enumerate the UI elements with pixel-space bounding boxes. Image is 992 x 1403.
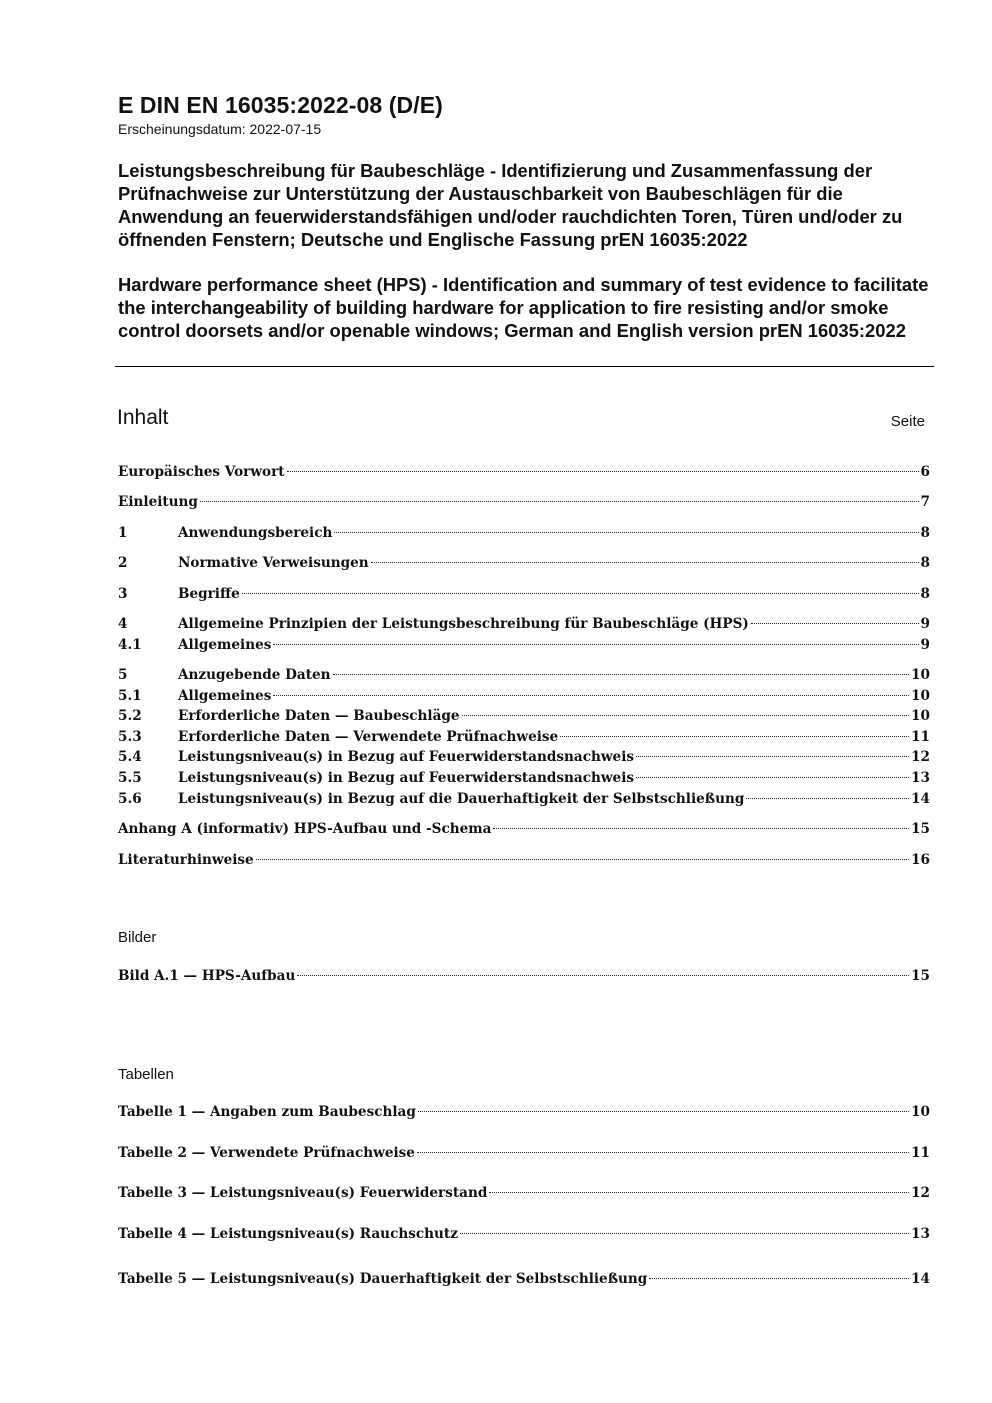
- figures-heading: Bilder: [118, 929, 157, 946]
- toc-entry-text: Leistungsniveau(s) in Bezug auf Feuerwiderstandsnachweis: [178, 770, 635, 786]
- dot-leader: [462, 715, 910, 716]
- toc-entry-text: Anzugebende Daten: [178, 667, 331, 683]
- table-entry[interactable]: [118, 1104, 930, 1124]
- toc-entry-page: 8: [920, 525, 930, 541]
- toc-entry-page: 9: [920, 616, 930, 632]
- toc-entry-text: Allgemeines: [178, 688, 272, 704]
- toc-entry-number: 5.4: [118, 749, 142, 765]
- toc-entry[interactable]: [118, 586, 930, 606]
- toc-entry-number: 5.6: [118, 791, 142, 807]
- publication-date: Erscheinungsdatum: 2022-07-15: [118, 121, 322, 137]
- title-english: Hardware performance sheet (HPS) - Identification and summary of test evidence to facilitate the interchangeability of building hardware for application to fire resisting and/or smoke control doorsets and/or openable windows; German and English version prEN 16035:2022: [118, 274, 929, 341]
- dot-leader: [200, 501, 919, 502]
- toc-entry-text: Allgemeines: [178, 637, 272, 653]
- dot-leader: [273, 695, 909, 696]
- toc-entry-page: 14: [911, 791, 930, 807]
- toc-entry-number: 3: [118, 586, 128, 602]
- toc-entry[interactable]: [118, 852, 930, 872]
- toc-entry[interactable]: [118, 708, 930, 728]
- toc-entry-number: 2: [118, 555, 128, 571]
- dot-leader: [371, 562, 919, 563]
- dot-leader: [493, 828, 909, 829]
- toc-entry-page: 8: [920, 555, 930, 571]
- header-divider: [115, 366, 934, 367]
- toc-entry-number: 5: [118, 667, 128, 683]
- tables-heading: Tabellen: [118, 1066, 174, 1083]
- toc-entry[interactable]: [118, 729, 930, 749]
- toc-entry[interactable]: [118, 464, 930, 484]
- table-entry[interactable]: [118, 1226, 930, 1246]
- toc-entry-text: Leistungsniveau(s) in Bezug auf Feuerwiderstandsnachweis: [178, 749, 635, 765]
- toc-entry[interactable]: [118, 667, 930, 687]
- toc-entry-text: Normative Verweisungen: [178, 555, 369, 571]
- toc-entry[interactable]: [118, 555, 930, 575]
- dot-leader: [489, 1192, 909, 1193]
- toc-entry-page: 10: [911, 688, 930, 704]
- table-entry-text: Tabelle 1 — Angaben zum Baubeschlag: [118, 1104, 416, 1120]
- document-id: E DIN EN 16035:2022-08 (D/E): [118, 92, 443, 118]
- toc-entry-page: 7: [920, 494, 930, 510]
- dot-leader: [560, 736, 909, 737]
- toc-entry-number: 5.5: [118, 770, 142, 786]
- toc-entry[interactable]: [118, 616, 930, 636]
- dot-leader: [636, 756, 909, 757]
- toc-entry[interactable]: [118, 770, 930, 790]
- dot-leader: [746, 798, 909, 799]
- toc-entry-text: Anwendungsbereich: [178, 525, 333, 541]
- toc-entry-page: 8: [920, 586, 930, 602]
- dot-leader: [334, 532, 918, 533]
- toc-entry-page: 15: [911, 821, 930, 837]
- title-german: Leistungsbeschreibung für Baubeschläge - Identifizierung und Zusammenfassung der Prüfnachweise zur Unterstützung der Austauschbarkeit von Baubeschlägen für die Anwendung an feuerwiderstandsfähigen und/oder rauchdichten Toren, Türen und/oder zu öffnenden Fenstern; Deutsche und Englische Fassung prEN 16035:2022: [118, 160, 903, 250]
- table-entry[interactable]: [118, 1185, 930, 1205]
- toc-entry-page: 13: [911, 770, 930, 786]
- dot-leader: [418, 1111, 909, 1112]
- dot-leader: [333, 674, 910, 675]
- toc-entry-text: Leistungsniveau(s) in Bezug auf die Dauerhaftigkeit der Selbstschließung: [178, 791, 745, 807]
- table-entry[interactable]: [118, 1271, 930, 1291]
- toc-entry-page: 9: [920, 637, 930, 653]
- dot-leader: [287, 471, 919, 472]
- toc-entry[interactable]: [118, 821, 930, 841]
- table-entry-page: 10: [911, 1104, 930, 1120]
- dot-leader: [242, 593, 919, 594]
- figure-entry-page: 15: [911, 968, 930, 984]
- table-entry-page: 13: [911, 1226, 930, 1242]
- toc-entry-number: 4: [118, 616, 128, 632]
- toc-entry-text: Begriffe: [178, 586, 240, 602]
- toc-entry[interactable]: [118, 525, 930, 545]
- toc-entry-number: 5.2: [118, 708, 142, 724]
- dot-leader: [297, 975, 909, 976]
- toc-entry-text: Einleitung: [118, 494, 198, 510]
- toc-entry-page: 12: [911, 749, 930, 765]
- toc-entry-page: 10: [911, 708, 930, 724]
- toc-entry[interactable]: [118, 494, 930, 514]
- toc-entry-page: 11: [911, 729, 930, 745]
- toc-entry-number: 5.3: [118, 729, 142, 745]
- toc-entry-number: 5.1: [118, 688, 142, 704]
- figure-entry-text: Bild A.1 — HPS-Aufbau: [118, 968, 296, 984]
- toc-entry-text: Europäisches Vorwort: [118, 464, 285, 480]
- toc-entry[interactable]: [118, 749, 930, 769]
- toc-entry-text: Erforderliche Daten — Baubeschläge: [178, 708, 460, 724]
- toc-entry-text: Literaturhinweise: [118, 852, 254, 868]
- figure-entry[interactable]: [118, 968, 930, 988]
- dot-leader: [649, 1278, 909, 1279]
- table-entry[interactable]: [118, 1145, 930, 1165]
- dot-leader: [256, 859, 909, 860]
- dot-leader: [417, 1152, 909, 1153]
- toc-entry-page: 10: [911, 667, 930, 683]
- toc-entry-text: Anhang A (informativ) HPS-Aufbau und -Schema: [118, 821, 492, 837]
- table-entry-page: 14: [911, 1271, 930, 1287]
- toc-entry-number: 1: [118, 525, 128, 541]
- toc-entry[interactable]: [118, 637, 930, 657]
- toc-entry-page: 6: [920, 464, 930, 480]
- toc-entry[interactable]: [118, 688, 930, 708]
- toc-entry[interactable]: [118, 791, 930, 811]
- table-entry-text: Tabelle 3 — Leistungsniveau(s) Feuerwiderstand: [118, 1185, 488, 1201]
- table-entry-page: 12: [911, 1185, 930, 1201]
- toc-entry-number: 4.1: [118, 637, 142, 653]
- table-entry-text: Tabelle 2 — Verwendete Prüfnachweise: [118, 1145, 415, 1161]
- dot-leader: [273, 644, 918, 645]
- toc-entry-text: Erforderliche Daten — Verwendete Prüfnachweise: [178, 729, 559, 745]
- contents-heading: Inhalt: [117, 406, 169, 429]
- table-entry-text: Tabelle 5 — Leistungsniveau(s) Dauerhaftigkeit der Selbstschließung: [118, 1271, 648, 1287]
- page-column-heading: Seite: [890, 413, 925, 430]
- toc-entry-page: 16: [911, 852, 930, 868]
- dot-leader: [460, 1233, 909, 1234]
- table-entry-text: Tabelle 4 — Leistungsniveau(s) Rauchschutz: [118, 1226, 458, 1242]
- toc-entry-text: Allgemeine Prinzipien der Leistungsbeschreibung für Baubeschläge (HPS): [178, 616, 749, 632]
- dot-leader: [751, 623, 919, 624]
- dot-leader: [636, 777, 909, 778]
- table-entry-page: 11: [911, 1145, 930, 1161]
